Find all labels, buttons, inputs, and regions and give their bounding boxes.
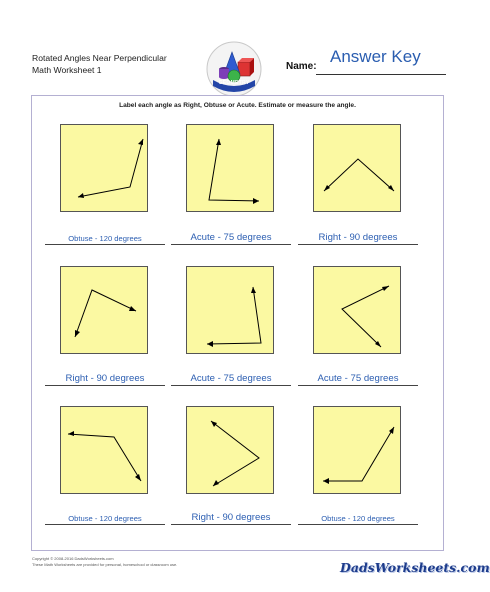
- worksheet-title-line2: Math Worksheet 1: [32, 65, 102, 75]
- answer-4: Right - 90 degrees: [45, 373, 165, 386]
- usage-text: These Math Worksheets are provided for personal, homeschool or classroom use.: [32, 561, 178, 567]
- copyright-text: Copyright © 2008-2016 DadsWorksheets.com: [32, 556, 114, 561]
- name-line: [316, 74, 446, 75]
- worksheet-title: [32, 52, 202, 76]
- answer-2: Acute - 75 degrees: [171, 232, 291, 245]
- instructions: Label each angle as Right, Obtuse or Acute. Estimate or measure the angle.: [119, 102, 356, 109]
- angle-box-4: [60, 266, 148, 354]
- answer-9: Obtuse - 120 degrees: [298, 514, 418, 525]
- footer: [32, 556, 272, 567]
- angle-box-8: [186, 406, 274, 494]
- logo-text: GEOMETRY: [218, 80, 250, 86]
- angle-box-6: [313, 266, 401, 354]
- brand-logo[interactable]: DadsWorksheets.com: [340, 560, 490, 575]
- answer-1: Obtuse - 120 degrees: [45, 234, 165, 245]
- answer-3: Right - 90 degrees: [298, 232, 418, 245]
- answer-5: Acute - 75 degrees: [171, 373, 291, 386]
- angle-box-1: [60, 124, 148, 212]
- geometry-logo-icon: [205, 40, 263, 98]
- angle-box-3: [313, 124, 401, 212]
- angle-box-7: [60, 406, 148, 494]
- angle-box-2: [186, 124, 274, 212]
- name-label: Name:: [286, 61, 317, 72]
- answer-7: Obtuse - 120 degrees: [45, 514, 165, 525]
- angle-box-9: [313, 406, 401, 494]
- angle-box-5: [186, 266, 274, 354]
- worksheet-title-line1: Rotated Angles Near Perpendicular: [32, 53, 167, 63]
- answer-6: Acute - 75 degrees: [298, 373, 418, 386]
- answer-8: Right - 90 degrees: [171, 512, 291, 525]
- answer-key-heading: Answer Key: [330, 47, 421, 66]
